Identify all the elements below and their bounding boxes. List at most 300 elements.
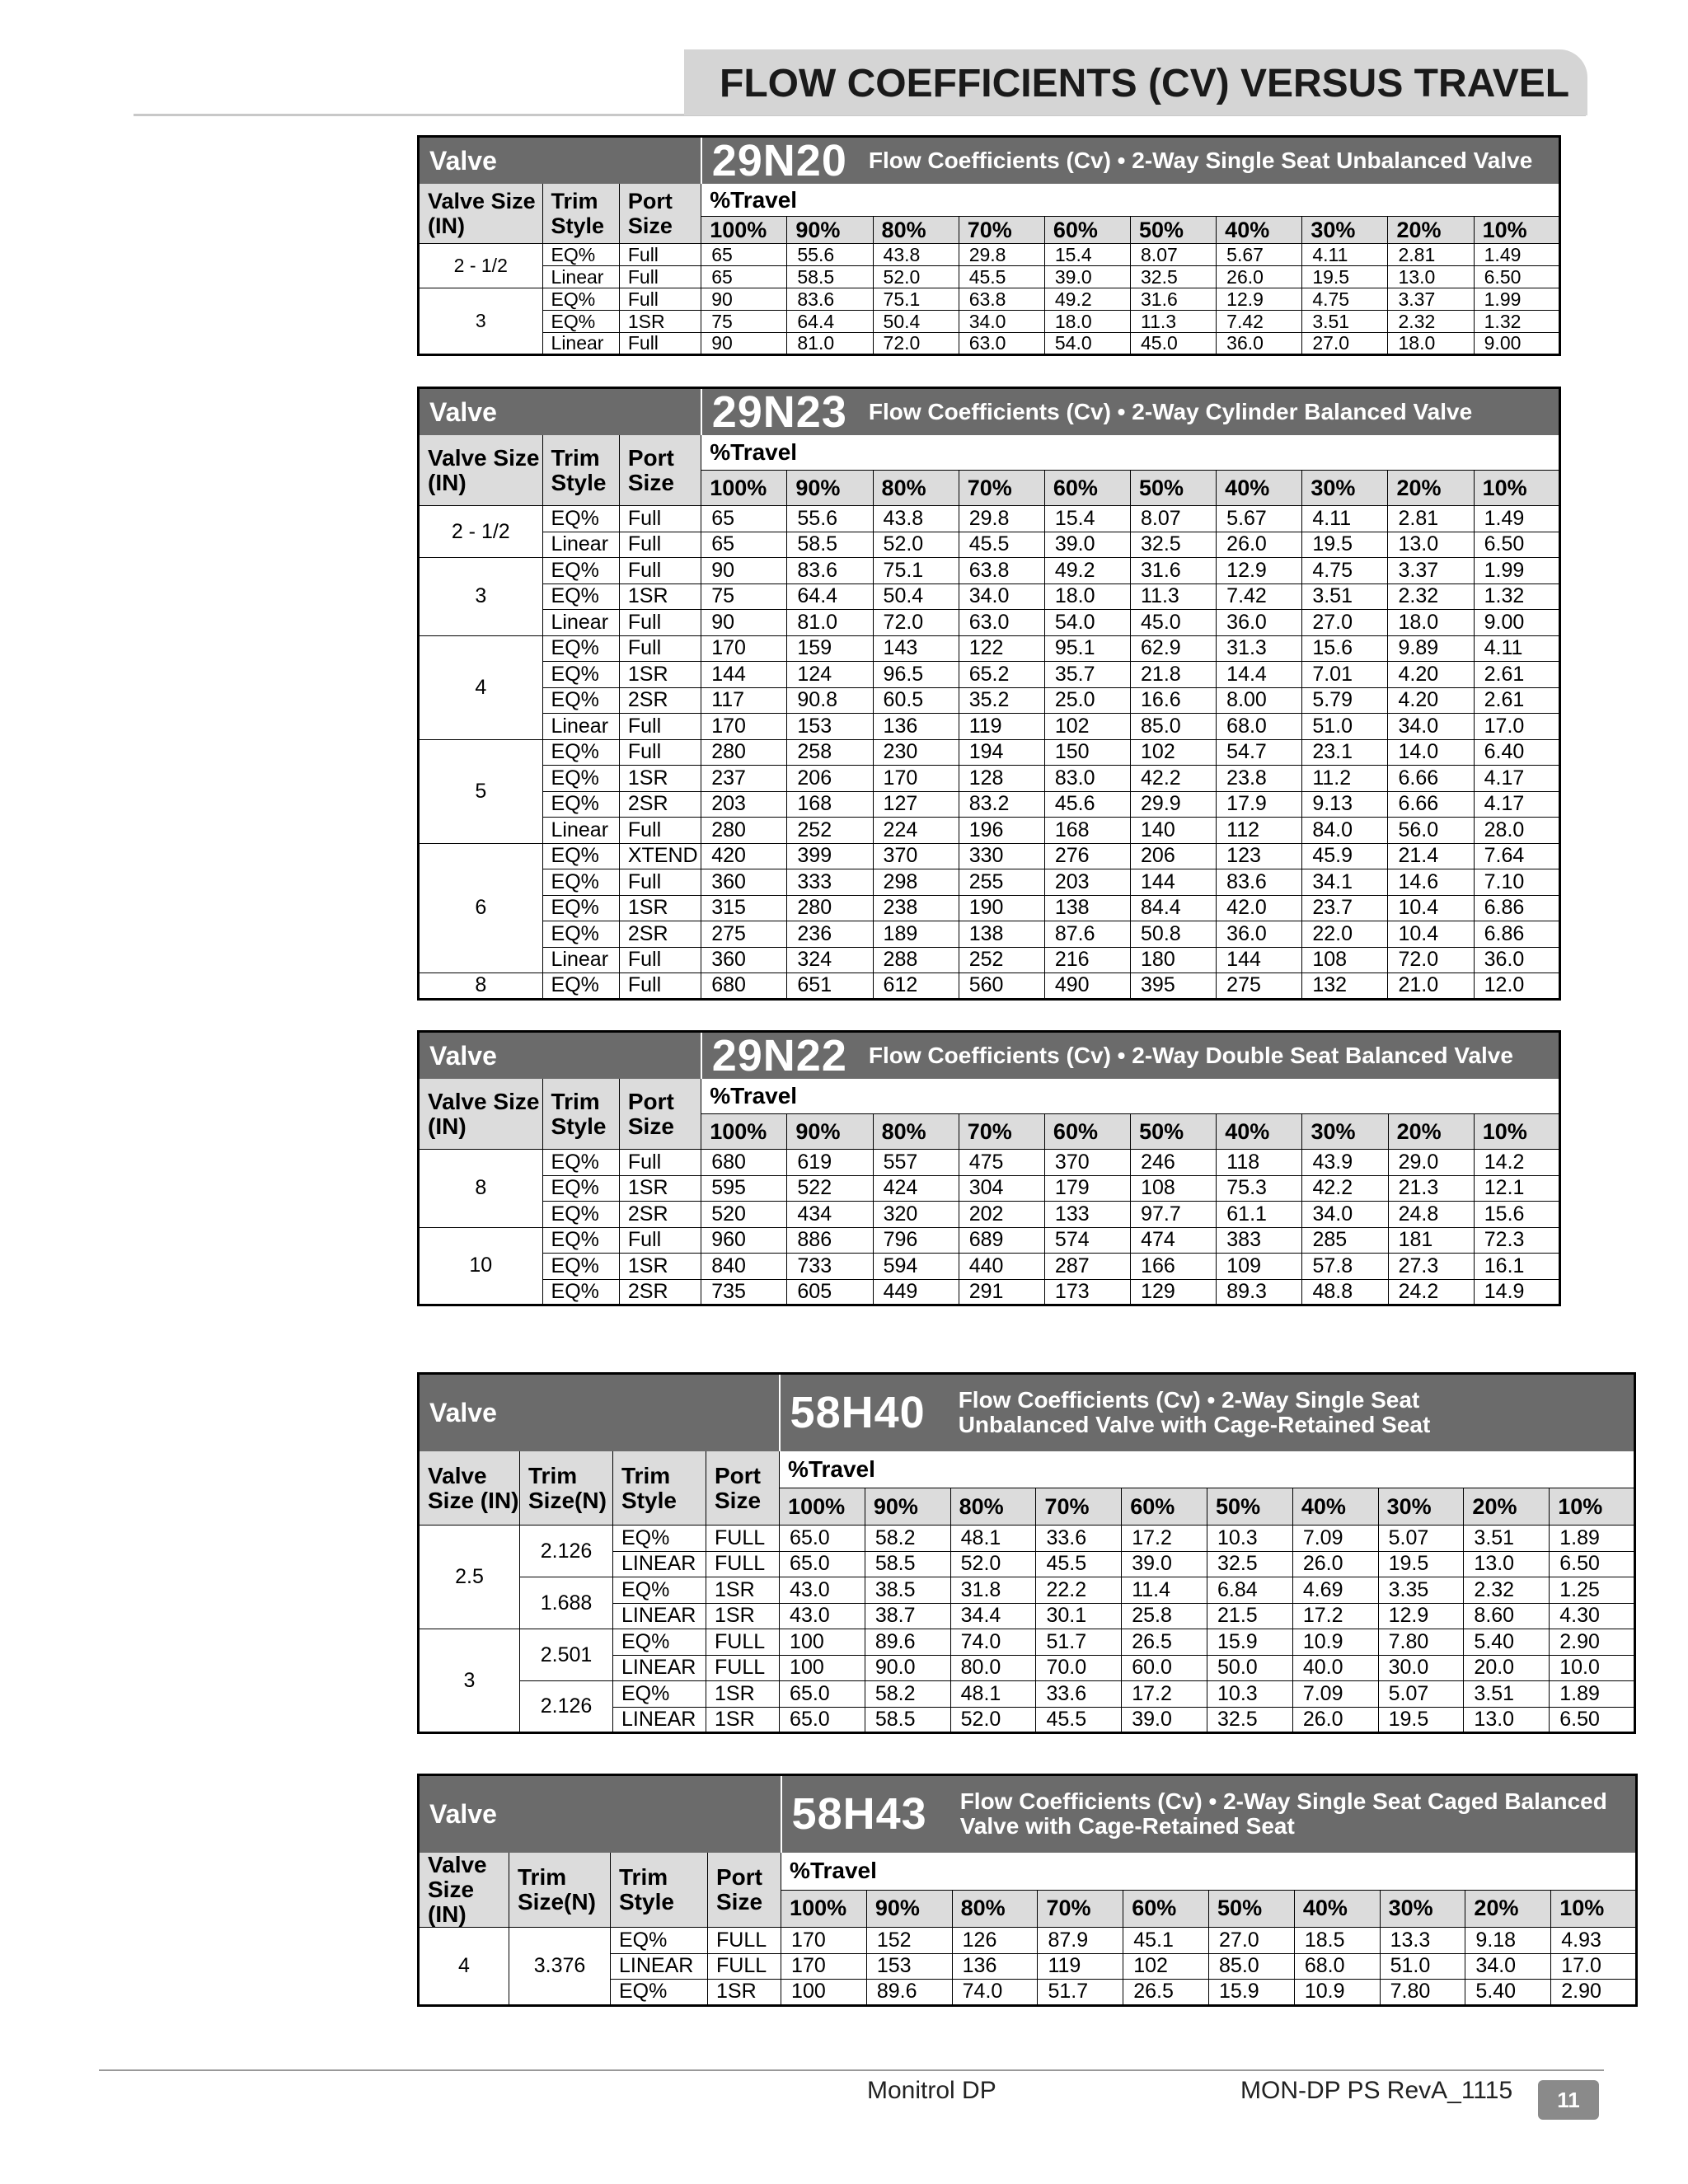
cv-value-cell: 2.32 — [1388, 583, 1474, 610]
cv-value-cell: 58.2 — [865, 1681, 950, 1708]
trim-style-cell: Linear — [542, 714, 619, 740]
port-size-cell: Full — [619, 288, 701, 311]
travel-percent: 60% — [1044, 1114, 1130, 1150]
trim-style-cell: Linear — [542, 266, 619, 288]
cv-value-cell: 90 — [701, 288, 787, 311]
model-cell — [701, 388, 1560, 435]
travel-percent: 40% — [1292, 1488, 1378, 1526]
cv-value-cell: 136 — [873, 714, 959, 740]
cv-value-cell: 17.0 — [1474, 714, 1559, 740]
cv-value-cell: 189 — [873, 921, 959, 948]
cv-value-cell: 440 — [959, 1254, 1044, 1280]
travel-label: %Travel — [701, 184, 1560, 217]
cv-value-cell: 27.3 — [1388, 1254, 1474, 1280]
travel-percent: 60% — [1122, 1488, 1207, 1526]
travel-percent: 70% — [959, 217, 1044, 244]
cv-value-cell: 52.0 — [950, 1707, 1036, 1733]
column-header: Port Size — [619, 435, 701, 506]
cv-value-cell: 38.5 — [865, 1577, 950, 1604]
cv-value-cell: 153 — [866, 1953, 952, 1980]
cv-value-cell: 3.37 — [1388, 288, 1474, 311]
cv-value-cell: 25.0 — [1044, 687, 1130, 714]
cv-value-cell: 74.0 — [952, 1980, 1038, 2006]
cv-value-cell: 36.0 — [1474, 947, 1559, 973]
cv-value-cell: 128 — [959, 766, 1044, 792]
cv-value-cell: 619 — [787, 1150, 873, 1176]
travel-percent: 30% — [1302, 217, 1388, 244]
cv-value-cell: 29.8 — [959, 244, 1044, 266]
cv-value-cell: 9.00 — [1474, 333, 1559, 355]
travel-label: %Travel — [701, 1079, 1560, 1114]
model-code: 29N20 — [711, 136, 847, 184]
cv-value-cell: 520 — [701, 1202, 787, 1228]
travel-percent: 30% — [1302, 1114, 1388, 1150]
trim-size-cell: 2.126 — [520, 1681, 613, 1733]
travel-percent: 60% — [1044, 471, 1130, 506]
valve-label: Valve — [419, 1374, 780, 1451]
trim-style-cell: EQ% — [613, 1526, 706, 1552]
table-row — [419, 1254, 1560, 1280]
model-code: 29N22 — [711, 1031, 847, 1079]
valve-size-cell: 10 — [419, 1227, 543, 1305]
cv-value-cell: 594 — [873, 1254, 959, 1280]
cv-value-cell: 298 — [873, 869, 959, 896]
trim-style-cell: EQ% — [542, 791, 619, 818]
cv-value-cell: 11.3 — [1131, 583, 1217, 610]
cv-value-cell: 449 — [873, 1279, 959, 1305]
valve-label: Valve — [419, 1775, 781, 1853]
cv-value-cell: 29.0 — [1388, 1150, 1474, 1176]
cv-value-cell: 10.0 — [1550, 1655, 1635, 1681]
cv-value-cell: 140 — [1131, 818, 1217, 844]
cv-value-cell: 45.5 — [959, 532, 1044, 558]
model-description: Flow Coefficients (Cv) • 2-Way Double Seat Balanced Valve — [868, 1042, 1513, 1068]
cv-value-cell: 252 — [787, 818, 873, 844]
cv-value-cell: 36.0 — [1217, 610, 1302, 636]
cv-value-cell: 126 — [952, 1928, 1038, 1954]
column-header: Trim Style — [613, 1451, 706, 1526]
cv-value-cell: 39.0 — [1044, 266, 1130, 288]
cv-value-cell: 11.3 — [1131, 311, 1217, 333]
model-code: 58H43 — [791, 1789, 927, 1839]
port-size-cell: Full — [619, 818, 701, 844]
cv-value-cell: 100 — [780, 1629, 865, 1656]
cv-value-cell: 18.0 — [1044, 311, 1130, 333]
cv-value-cell: 680 — [701, 973, 787, 1000]
cv-value-cell: 75 — [701, 583, 787, 610]
cv-value-cell: 36.0 — [1217, 921, 1302, 948]
cv-value-cell: 206 — [1131, 843, 1217, 869]
cv-value-cell: 4.11 — [1474, 635, 1559, 662]
trim-size-cell: 2.501 — [520, 1629, 613, 1681]
cv-value-cell: 48.1 — [950, 1526, 1036, 1552]
cv-value-cell: 9.00 — [1474, 610, 1559, 636]
cv-value-cell: 196 — [959, 818, 1044, 844]
travel-percent: 80% — [873, 1114, 959, 1150]
cv-value-cell: 434 — [787, 1202, 873, 1228]
table-row — [419, 687, 1560, 714]
column-header: Trim Style — [542, 1079, 619, 1150]
cv-value-cell: 102 — [1131, 739, 1217, 766]
cv-value-cell: 21.8 — [1131, 662, 1217, 688]
cv-value-cell: 13.3 — [1380, 1928, 1465, 1954]
cv-value-cell: 23.1 — [1302, 739, 1388, 766]
cv-value-cell: 330 — [959, 843, 1044, 869]
cv-value-cell: 138 — [959, 921, 1044, 948]
cv-value-cell: 10.9 — [1294, 1980, 1380, 2006]
cv-value-cell: 118 — [1217, 1150, 1302, 1176]
table-row — [419, 766, 1560, 792]
trim-style-cell: LINEAR — [611, 1953, 708, 1980]
cv-value-cell: 10.9 — [1292, 1629, 1378, 1656]
cv-value-cell: 90 — [701, 610, 787, 636]
port-size-cell: FULL — [706, 1629, 780, 1656]
model-description-line2: Unbalanced Valve with Cage-Retained Seat — [958, 1412, 1431, 1437]
table-title-row — [419, 388, 1560, 435]
cv-value-cell: 138 — [1044, 895, 1130, 921]
cv-value-cell: 112 — [1217, 818, 1302, 844]
valve-size-cell: 3 — [419, 558, 543, 636]
column-header: Valve Size (IN) — [419, 184, 543, 244]
port-size-cell: 1SR — [619, 311, 701, 333]
table-row — [419, 843, 1560, 869]
table-row — [419, 635, 1560, 662]
cv-value-cell: 83.0 — [1044, 766, 1130, 792]
table-row — [419, 895, 1560, 921]
cv-value-cell: 43.0 — [780, 1603, 865, 1629]
cv-value-cell: 291 — [959, 1279, 1044, 1305]
cv-value-cell: 89.3 — [1217, 1279, 1302, 1305]
cv-value-cell: 65.0 — [780, 1551, 865, 1577]
travel-label: %Travel — [780, 1451, 1635, 1488]
trim-size-cell: 3.376 — [509, 1928, 611, 2006]
cv-value-cell: 90 — [701, 333, 787, 355]
cv-value-cell: 2.61 — [1474, 687, 1559, 714]
port-size-cell: 1SR — [706, 1577, 780, 1604]
cv-value-cell: 51.7 — [1036, 1629, 1122, 1656]
model-cell — [701, 1032, 1560, 1079]
cv-value-cell: 170 — [701, 635, 787, 662]
cv-value-cell: 60.0 — [1122, 1655, 1207, 1681]
cv-value-cell: 65 — [701, 532, 787, 558]
valve-label: Valve — [419, 388, 701, 435]
valve-size-cell: 4 — [419, 1928, 509, 2006]
cv-value-cell: 10.4 — [1388, 921, 1474, 948]
cv-value-cell: 3.37 — [1388, 558, 1474, 584]
cv-value-cell: 64.4 — [787, 311, 873, 333]
cv-value-cell: 31.6 — [1131, 288, 1217, 311]
cv-value-cell: 48.1 — [950, 1681, 1036, 1708]
valve-size-cell: 3 — [419, 1629, 520, 1733]
travel-percent: 50% — [1131, 1114, 1217, 1150]
cv-value-cell: 31.8 — [950, 1577, 1036, 1604]
cv-value-cell: 181 — [1388, 1227, 1474, 1254]
cv-value-cell: 1.89 — [1550, 1526, 1635, 1552]
trim-style-cell: Linear — [542, 333, 619, 355]
cv-value-cell: 144 — [701, 662, 787, 688]
cv-value-cell: 12.0 — [1474, 973, 1559, 1000]
cv-value-cell: 34.0 — [1302, 1202, 1388, 1228]
cv-value-cell: 80.0 — [950, 1655, 1036, 1681]
travel-percent: 10% — [1550, 1488, 1635, 1526]
table-row — [419, 739, 1560, 766]
cv-value-cell: 45.5 — [1036, 1707, 1122, 1733]
cv-value-cell: 3.51 — [1464, 1526, 1550, 1552]
table-title-row — [419, 1032, 1560, 1079]
port-size-cell: Full — [619, 266, 701, 288]
cv-value-cell: 13.0 — [1464, 1551, 1550, 1577]
cv-value-cell: 24.8 — [1388, 1202, 1474, 1228]
travel-percent: 10% — [1474, 1114, 1559, 1150]
cv-value-cell: 81.0 — [787, 610, 873, 636]
cv-value-cell: 1.99 — [1474, 558, 1559, 584]
cv-value-cell: 74.0 — [950, 1629, 1036, 1656]
cv-value-cell: 45.1 — [1123, 1928, 1209, 1954]
cv-value-cell: 7.80 — [1380, 1980, 1465, 2006]
cv-value-cell: 124 — [787, 662, 873, 688]
cv-value-cell: 4.11 — [1302, 244, 1388, 266]
cv-value-cell: 31.6 — [1131, 558, 1217, 584]
travel-percent: 10% — [1551, 1890, 1637, 1928]
port-size-cell: FULL — [706, 1551, 780, 1577]
cv-value-cell: 34.1 — [1302, 869, 1388, 896]
cv-value-cell: 16.6 — [1131, 687, 1217, 714]
port-size-cell: Full — [619, 635, 701, 662]
port-size-cell: XTEND — [619, 843, 701, 869]
trim-style-cell: Linear — [542, 532, 619, 558]
cv-value-cell: 522 — [787, 1175, 873, 1202]
travel-percent: 60% — [1123, 1890, 1209, 1928]
cv-value-cell: 13.0 — [1388, 266, 1474, 288]
cv-value-cell: 315 — [701, 895, 787, 921]
cv-value-cell: 48.8 — [1302, 1279, 1388, 1305]
table-29n23 — [417, 387, 1561, 1001]
cv-value-cell: 17.2 — [1122, 1526, 1207, 1552]
trim-style-cell: Linear — [542, 947, 619, 973]
trim-style-cell: EQ% — [542, 311, 619, 333]
cv-value-cell: 16.1 — [1474, 1254, 1559, 1280]
model-description-line1: Flow Coefficients (Cv) • 2-Way Single Seat Caged Balanced — [959, 1788, 1607, 1814]
cv-value-cell: 152 — [866, 1928, 952, 1954]
table-row — [419, 311, 1560, 333]
model-cell — [780, 1374, 1635, 1451]
cv-value-cell: 84.0 — [1302, 818, 1388, 844]
travel-percent: 50% — [1131, 471, 1217, 506]
cv-value-cell: 25.8 — [1122, 1603, 1207, 1629]
cv-value-cell: 170 — [701, 714, 787, 740]
cv-value-cell: 19.5 — [1302, 532, 1388, 558]
travel-percent: 20% — [1465, 1890, 1551, 1928]
cv-value-cell: 2.81 — [1388, 506, 1474, 532]
valve-label: Valve — [419, 1032, 701, 1079]
cv-value-cell: 89.6 — [866, 1980, 952, 2006]
cv-value-cell: 81.0 — [787, 333, 873, 355]
travel-percent: 20% — [1388, 217, 1474, 244]
cv-value-cell: 252 — [959, 947, 1044, 973]
travel-percent: 70% — [1038, 1890, 1123, 1928]
travel-percent: 70% — [959, 471, 1044, 506]
cv-value-cell: 21.3 — [1388, 1175, 1474, 1202]
cv-value-cell: 75.3 — [1217, 1175, 1302, 1202]
travel-percent: 80% — [873, 217, 959, 244]
cv-value-cell: 52.0 — [873, 532, 959, 558]
cv-value-cell: 6.86 — [1474, 921, 1559, 948]
cv-value-cell: 57.8 — [1302, 1254, 1388, 1280]
cv-value-cell: 190 — [959, 895, 1044, 921]
cv-value-cell: 6.84 — [1207, 1577, 1293, 1604]
cv-value-cell: 6.66 — [1388, 766, 1474, 792]
cv-value-cell: 70.0 — [1036, 1655, 1122, 1681]
cv-value-cell: 35.2 — [959, 687, 1044, 714]
cv-value-cell: 7.80 — [1378, 1629, 1464, 1656]
cv-value-cell: 22.2 — [1036, 1577, 1122, 1604]
cv-value-cell: 26.5 — [1122, 1629, 1207, 1656]
cv-value-cell: 7.01 — [1302, 662, 1388, 688]
port-size-cell: 1SR — [619, 583, 701, 610]
cv-value-cell: 144 — [1217, 947, 1302, 973]
cv-value-cell: 166 — [1131, 1254, 1217, 1280]
valve-size-cell: 6 — [419, 843, 543, 973]
trim-style-cell: EQ% — [611, 1980, 708, 2006]
cv-value-cell: 17.2 — [1292, 1603, 1378, 1629]
cv-value-cell: 170 — [873, 766, 959, 792]
cv-value-cell: 31.3 — [1217, 635, 1302, 662]
cv-value-cell: 20.0 — [1464, 1655, 1550, 1681]
cv-value-cell: 8.60 — [1464, 1603, 1550, 1629]
cv-value-cell: 63.0 — [959, 610, 1044, 636]
cv-value-cell: 108 — [1131, 1175, 1217, 1202]
cv-value-cell: 1.32 — [1474, 311, 1559, 333]
cv-value-cell: 3.35 — [1378, 1577, 1464, 1604]
column-header: Trim Style — [542, 435, 619, 506]
footer-doc-id: MON-DP PS RevA_1115 — [1240, 2077, 1513, 2104]
cv-value-cell: 236 — [787, 921, 873, 948]
port-size-cell: Full — [619, 947, 701, 973]
table-row — [419, 266, 1560, 288]
cv-value-cell: 22.0 — [1302, 921, 1388, 948]
cv-value-cell: 280 — [787, 895, 873, 921]
table-row — [419, 921, 1560, 948]
cv-value-cell: 45.5 — [1036, 1551, 1122, 1577]
cv-value-cell: 87.6 — [1044, 921, 1130, 948]
table-58h40 — [417, 1372, 1636, 1734]
cv-value-cell: 32.5 — [1131, 532, 1217, 558]
cv-value-cell: 100 — [780, 1655, 865, 1681]
cv-value-cell: 27.0 — [1209, 1928, 1295, 1954]
cv-value-cell: 18.0 — [1044, 583, 1130, 610]
cv-value-cell: 35.7 — [1044, 662, 1130, 688]
cv-value-cell: 102 — [1123, 1953, 1209, 1980]
travel-percent: 70% — [1036, 1488, 1122, 1526]
trim-style-cell: Linear — [542, 610, 619, 636]
cv-value-cell: 132 — [1302, 973, 1388, 1000]
table-row — [419, 1629, 1635, 1656]
cv-value-cell: 45.0 — [1131, 610, 1217, 636]
cv-value-cell: 90 — [701, 558, 787, 584]
cv-value-cell: 285 — [1302, 1227, 1388, 1254]
cv-value-cell: 54.0 — [1044, 610, 1130, 636]
trim-style-cell: EQ% — [542, 1150, 619, 1176]
cv-value-cell: 27.0 — [1302, 610, 1388, 636]
trim-style-cell: EQ% — [542, 895, 619, 921]
cv-value-cell: 258 — [787, 739, 873, 766]
cv-value-cell: 50.0 — [1207, 1655, 1293, 1681]
table-row — [419, 869, 1560, 896]
trim-style-cell: EQ% — [542, 973, 619, 1000]
cv-value-cell: 26.0 — [1217, 266, 1302, 288]
cv-value-cell: 55.6 — [787, 244, 873, 266]
cv-value-cell: 5.40 — [1465, 1980, 1551, 2006]
cv-value-cell: 11.2 — [1302, 766, 1388, 792]
cv-value-cell: 83.6 — [1217, 869, 1302, 896]
cv-value-cell: 34.0 — [959, 311, 1044, 333]
cv-value-cell: 72.0 — [873, 610, 959, 636]
column-header-row — [419, 435, 1560, 471]
trim-style-cell: EQ% — [542, 583, 619, 610]
trim-style-cell: LINEAR — [613, 1655, 706, 1681]
column-header: Port Size — [706, 1451, 780, 1526]
cv-value-cell: 28.0 — [1474, 818, 1559, 844]
cv-value-cell: 15.4 — [1044, 244, 1130, 266]
cv-value-cell: 65.0 — [780, 1681, 865, 1708]
travel-percent: 20% — [1388, 1114, 1474, 1150]
cv-value-cell: 32.5 — [1207, 1551, 1293, 1577]
cv-value-cell: 50.8 — [1131, 921, 1217, 948]
cv-value-cell: 557 — [873, 1150, 959, 1176]
cv-value-cell: 117 — [701, 687, 787, 714]
trim-style-cell: LINEAR — [613, 1551, 706, 1577]
column-header: Port Size — [619, 184, 701, 244]
travel-percent: 80% — [873, 471, 959, 506]
cv-value-cell: 173 — [1044, 1279, 1130, 1305]
cv-value-cell: 56.0 — [1388, 818, 1474, 844]
cv-value-cell: 123 — [1217, 843, 1302, 869]
table-row — [419, 818, 1560, 844]
cv-value-cell: 13.0 — [1464, 1707, 1550, 1733]
travel-percent: 10% — [1474, 471, 1559, 506]
column-header: Valve Size (IN) — [419, 1853, 509, 1928]
cv-value-cell: 65 — [701, 266, 787, 288]
valve-size-cell: 8 — [419, 973, 543, 1000]
cv-value-cell: 206 — [787, 766, 873, 792]
cv-value-cell: 38.7 — [865, 1603, 950, 1629]
cv-value-cell: 276 — [1044, 843, 1130, 869]
cv-value-cell: 19.5 — [1378, 1551, 1464, 1577]
cv-value-cell: 58.2 — [865, 1526, 950, 1552]
travel-percent: 50% — [1207, 1488, 1293, 1526]
cv-value-cell: 680 — [701, 1150, 787, 1176]
cv-value-cell: 17.2 — [1122, 1681, 1207, 1708]
column-header: Valve Size (IN) — [419, 1079, 543, 1150]
table-row — [419, 1928, 1637, 1954]
cv-value-cell: 17.0 — [1551, 1953, 1637, 1980]
table-row — [419, 333, 1560, 355]
cv-value-cell: 85.0 — [1131, 714, 1217, 740]
cv-value-cell: 14.2 — [1474, 1150, 1559, 1176]
trim-style-cell: EQ% — [542, 921, 619, 948]
cv-value-cell: 54.7 — [1217, 739, 1302, 766]
valve-size-cell: 2 - 1/2 — [419, 244, 543, 288]
cv-value-cell: 2.32 — [1388, 311, 1474, 333]
cv-value-cell: 370 — [1044, 1150, 1130, 1176]
cv-value-cell: 61.1 — [1217, 1202, 1302, 1228]
trim-style-cell: EQ% — [542, 1254, 619, 1280]
cv-value-cell: 26.0 — [1292, 1707, 1378, 1733]
cv-value-cell: 49.2 — [1044, 558, 1130, 584]
column-header-row — [419, 1451, 1635, 1488]
cv-value-cell: 12.9 — [1378, 1603, 1464, 1629]
cv-value-cell: 75.1 — [873, 288, 959, 311]
